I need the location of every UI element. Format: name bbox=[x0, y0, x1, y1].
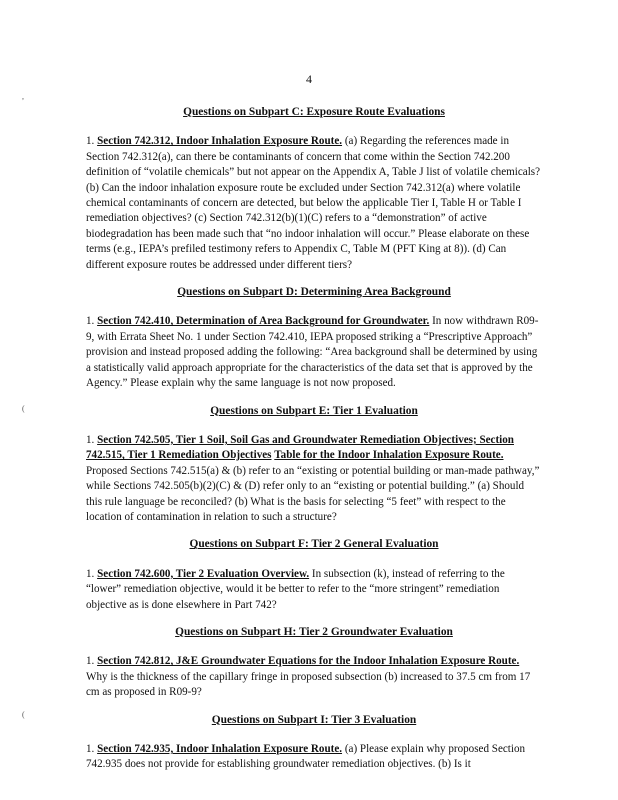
question-body: (a) Regarding the references made in Section 742.312(a), can there be contaminants of concern that come within the Section 742.200 definition of “volatile chemicals” but not appear on the Appendix A, Table J list of volatile chemicals? (b) Can the indoor inhalation exposure route be excluded under Section 742.312(a) where volatile chemical contaminants of concern are detected, but below the applicable Tier I, Table H or Table I remediation objectives? (c) Section 742.312(b)(1)(C) refers to a “demonstration” of active biodegradation has been made such that “no indoor inhalation will occur.” Please elaborate on these terms (e.g., IEPA’s prefiled testimony refers to Appendix C, Table M (PFT King at 8)). (d) Can different exposure routes be addressed under different tiers? bbox=[86, 135, 541, 271]
question-paragraph bbox=[86, 567, 542, 613]
question-title-tail: Table for the Indoor Inhalation Exposure Route. bbox=[274, 449, 504, 462]
page-number: 4 bbox=[306, 72, 312, 86]
scan-mark: ( bbox=[22, 710, 25, 719]
section-heading: Questions on Subpart H: Tier 2 Groundwater Evaluation bbox=[175, 625, 453, 638]
question-paragraph bbox=[86, 314, 542, 391]
question-paragraph bbox=[86, 433, 542, 525]
question-body: Why is the thickness of the capillary fringe in proposed subsection (b) increased to 37.5 cm from 17 cm as proposed in R09-9? bbox=[86, 670, 531, 699]
section-heading: Questions on Subpart C: Exposure Route Evaluations bbox=[183, 106, 445, 118]
question-paragraph bbox=[86, 742, 542, 773]
question-title: Section 742.812, J&E Groundwater Equations for the Indoor Inhalation Exposure Route. bbox=[97, 655, 520, 668]
question-paragraph bbox=[86, 654, 542, 700]
question-title: Section 742.935, Indoor Inhalation Exposure Route. bbox=[97, 743, 343, 755]
section-heading: Questions on Subpart I: Tier 3 Evaluation bbox=[211, 713, 417, 726]
question-title: Section 742.410, Determination of Area Background for Groundwater. bbox=[97, 315, 430, 328]
document-body bbox=[86, 105, 542, 785]
question-number: 1. bbox=[86, 567, 95, 580]
scan-mark: , bbox=[22, 92, 24, 101]
question-title: Section 742.505, Tier 1 Soil, Soil Gas and Groundwater Remediation Objectives; Section 742.515, Tier 1 Remediation Objectives bbox=[86, 433, 514, 462]
question-title: Section 742.600, Tier 2 Evaluation Overview. bbox=[97, 567, 310, 580]
section-heading: Questions on Subpart F: Tier 2 General Evaluation bbox=[189, 538, 439, 551]
question-title: Section 742.312, Indoor Inhalation Exposure Route. bbox=[97, 135, 343, 148]
question-number: 1. bbox=[86, 315, 95, 328]
question-body: Proposed Sections 742.515(a) & (b) refer to an “existing or potential building or man-made pathway,” while Sections 742.505(b)(2)(C) & (D) refer only to an “existing or potential building.” (a) Should this rule language be reconciled? (b) What is the basis for selecting “5 feet” with respect to the location of contamination in relation to such a structure? bbox=[86, 464, 540, 523]
question-number: 1. bbox=[86, 743, 95, 755]
scan-mark: ( bbox=[22, 404, 25, 413]
section-heading: Questions on Subpart D: Determining Area Background bbox=[177, 286, 451, 299]
question-number: 1. bbox=[86, 433, 95, 446]
question-number: 1. bbox=[86, 135, 95, 148]
question-body: (a) Please explain why proposed Section 742.935 does not provide for establishing groundwater remediation objectives. (b) Is it bbox=[86, 743, 526, 771]
question-paragraph bbox=[86, 134, 542, 273]
question-body: In subsection (k), instead of referring to the “lower” remediation objective, would it be better to refer to the “more stringent” remediation objective as is done elsewhere in Part 742? bbox=[86, 567, 505, 611]
question-body: In now withdrawn R09-9, with Errata Sheet No. 1 under Section 742.410, IEPA proposed striking a “Prescriptive Approach” provision and instead proposed adding the following: “Area background shall be determined by using a statistically valid approach appropriate for the characteristics of the data set that is approved by the Agency.” Please explain why the same language is not now proposed. bbox=[86, 315, 539, 390]
section-heading: Questions on Subpart E: Tier 1 Evaluation bbox=[210, 404, 418, 417]
question-number: 1. bbox=[86, 655, 95, 668]
